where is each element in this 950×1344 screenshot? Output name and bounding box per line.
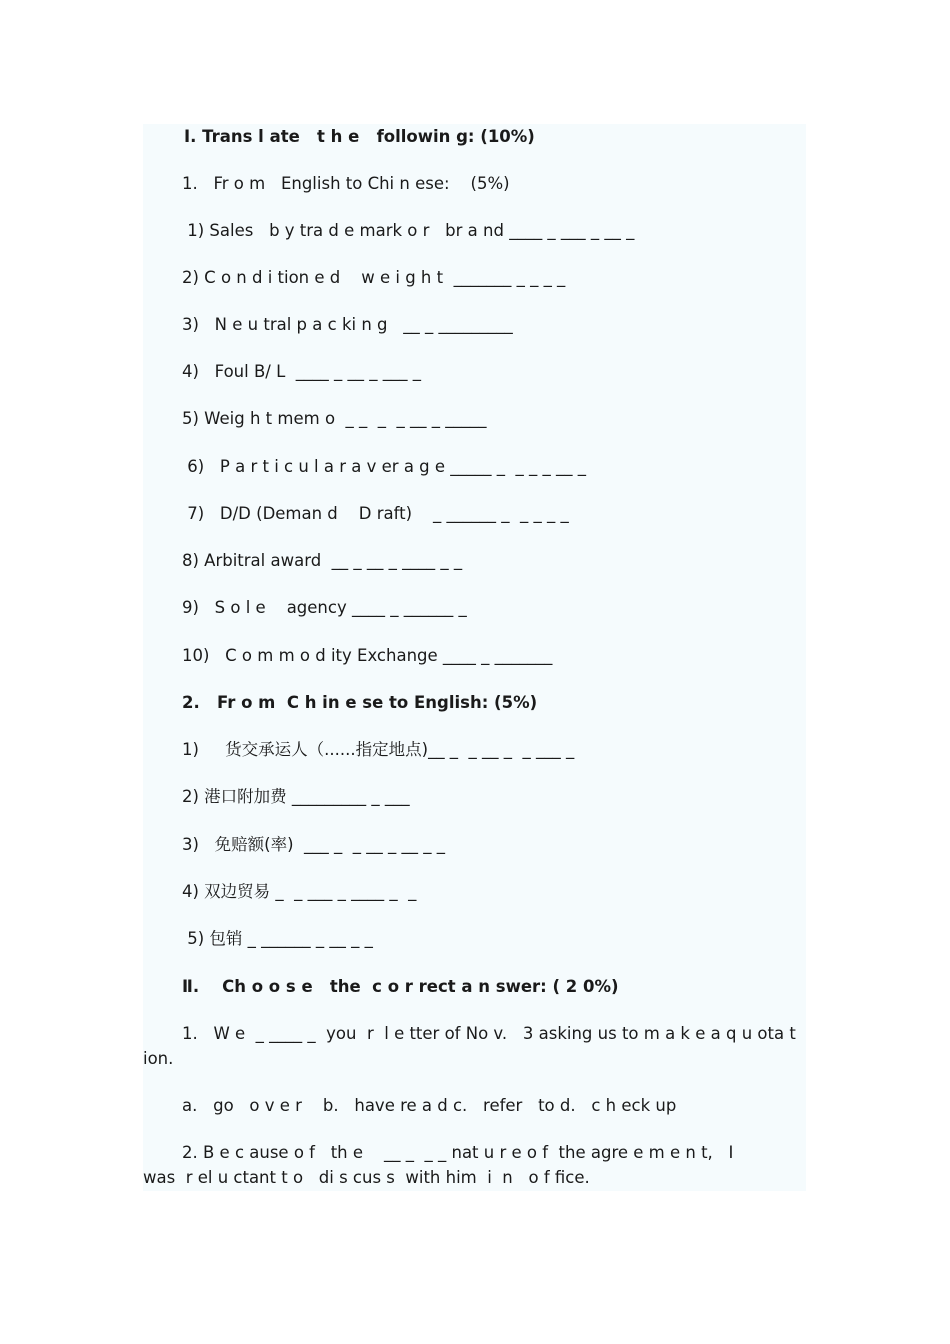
- question-2-line-2: was r el u ctant t o di s cus s with him i n o f fice.: [143, 1168, 590, 1187]
- question-2-line-1: 2. B e c ause o f th e __ _ _ _ nat u r e o f the agre e m e n t, I: [182, 1143, 734, 1162]
- part-1-item-9: 9) S o l e agency ____ _ ______ _: [182, 598, 467, 617]
- part-1-item-8: 8) Arbitral award __ _ __ _ ____ _ _: [182, 551, 463, 570]
- part-1-item-2: 2) C o n d i tion e d w e i g h t _______ _ _ _ _: [182, 268, 566, 287]
- part-2-item-1: 1) 货交承运人（......指定地点)__ _ _ __ _ _ ___ _: [182, 740, 575, 759]
- part-1-item-3: 3) N e u tral p a c ki n g __ _ _________: [182, 315, 513, 334]
- part-1-item-5: 5) Weig h t mem o _ _ _ _ __ _ _____: [182, 409, 487, 428]
- part-1-item-1: 1) Sales b y tra d e mark o r br a nd ____ _ ___ _ __ _: [182, 221, 635, 240]
- part-1-item-6: 6) P a r t i c u l a r a v er a g e _____ _ _ _ _ __ _: [182, 457, 587, 476]
- question-1-line-2: ion.: [143, 1049, 174, 1068]
- part-2-item-4: 4) 双边贸易 _ _ ___ _ ____ _ _: [182, 882, 417, 901]
- part-2-heading: 2. Fr o m C h in e se to English: (5%): [182, 693, 538, 712]
- question-1-line-1: 1. W e _ ____ _ you r l e tter of No v. 3 asking us to m a k e a q u ota t: [182, 1024, 796, 1043]
- part-1-item-7: 7) D/D (Deman d D raft) _ ______ _ _ _ _ _: [182, 504, 569, 523]
- part-2-item-3: 3) 免赔额(率) ___ _ _ __ _ __ _ _: [182, 835, 445, 854]
- section-2-heading: Ⅱ. Ch o o s e the c o r rect a n swer: ( 2 0%): [182, 977, 619, 996]
- part-1-heading: 1. Fr o m English to Chi n ese: (5%): [182, 174, 510, 193]
- part-1-item-4: 4) Foul B/ L ____ _ __ _ ___ _: [182, 362, 421, 381]
- part-2-item-2: 2) 港口附加费 _________ _ ___: [182, 787, 410, 806]
- part-2-item-5: 5) 包销 _ ______ _ __ _ _: [182, 929, 373, 948]
- section-1-heading: Ⅰ. Trans l ate t h e followin g: (10%): [184, 127, 535, 146]
- part-1-item-10: 10) C o m m o d ity Exchange ____ _ _______: [182, 646, 553, 665]
- question-1-options: a. go o v e r b. have re a d c. refer to d. c h eck up: [182, 1096, 677, 1115]
